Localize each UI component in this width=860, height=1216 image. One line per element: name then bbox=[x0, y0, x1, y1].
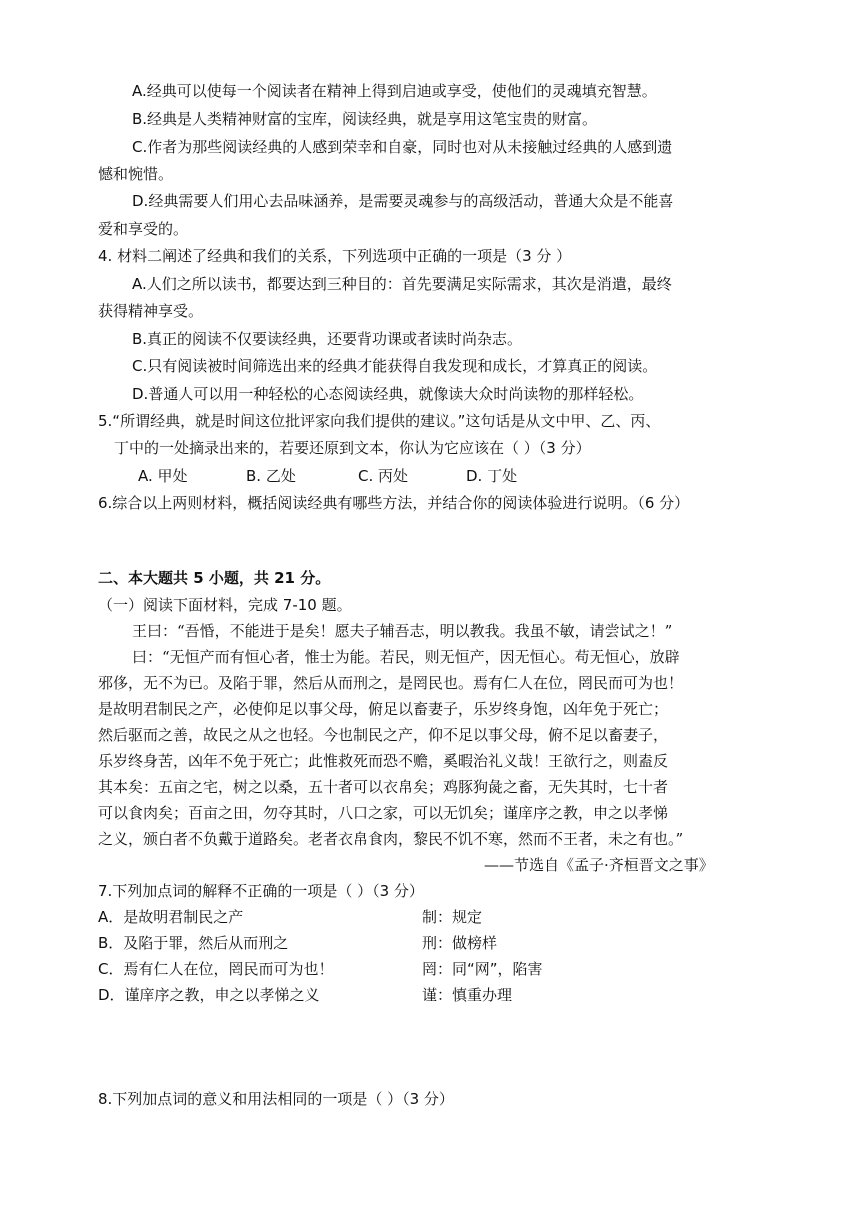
q7-option-a-gloss: 制：规定 bbox=[422, 908, 483, 926]
q4-option-d: D.普通人可以用一种轻松的心态阅读经典，就像读大众时尚读物的那样轻松。 bbox=[132, 385, 644, 403]
q7-option-c-gloss: 罔：同“网”，陷害 bbox=[422, 960, 543, 978]
q3-option-c-line1: C.作者为那些阅读经典的人感到荣幸和自豪，同时也对从未接触过经典的人感到遗 bbox=[132, 138, 673, 156]
passage-line: 是故明君制民之产，必使仰足以事父母，俯足以畜妻子，乐岁终身饱，凶年免于死亡； bbox=[98, 700, 669, 718]
q4-option-a-line1: A.人们之所以读书，都要达到三种目的：首先要满足实际需求，其次是消遣，最终 bbox=[132, 275, 672, 293]
q5-stem-line2: 丁中的一处摘录出来的，若要还原到文本，你认为它应该在（ ）（3 分） bbox=[114, 439, 591, 457]
q5-option-b: B. 乙处 bbox=[246, 467, 296, 485]
q3-option-b: B.经典是人类精神财富的宝库，阅读经典，就是享用这笔宝贵的财富。 bbox=[132, 110, 598, 128]
passage-line: 曰：“无恒产而有恒心者，惟士为能。若民，则无恒产，因无恒心。苟无恒心，放辟 bbox=[132, 648, 680, 666]
q6-stem: 6.综合以上两则材料，概括阅读经典有哪些方法，并结合你的阅读体验进行说明。（6 分） bbox=[98, 494, 690, 512]
q7-option-b-gloss: 刑：做榜样 bbox=[422, 934, 498, 952]
passage-line: 可以食肉矣；百亩之田，勿夺其时，八口之家，可以无饥矣；谨庠序之教，申之以孝悌 bbox=[98, 804, 669, 822]
q5-option-c: C. 丙处 bbox=[358, 467, 409, 485]
q4-option-a-line2: 获得精神享受。 bbox=[98, 302, 204, 320]
q3-option-d-line2: 爱和享受的。 bbox=[98, 220, 189, 238]
section-2-subtitle: （一）阅读下面材料，完成 7-10 题。 bbox=[98, 596, 352, 614]
passage-line: 乐岁终身苦，凶年不免于死亡；此惟救死而恐不赡，奚暇治礼义哉！王欲行之，则盍反 bbox=[98, 752, 669, 770]
q4-option-b: B.真正的阅读不仅要读经典，还要背功课或者读时尚杂志。 bbox=[132, 330, 523, 348]
q7-stem: 7.下列加点词的解释不正确的一项是（ ）（3 分） bbox=[98, 882, 424, 900]
passage-line: 王曰：“吾惛，不能进于是矣！愿夫子辅吾志，明以教我。我虽不敏，请尝试之！” bbox=[132, 622, 673, 640]
q3-option-a: A.经典可以使每一个阅读者在精神上得到启迪或享受，使他们的灵魂填充智慧。 bbox=[132, 82, 657, 100]
passage-source: ——节选自《孟子·齐桓晋文之事》 bbox=[484, 856, 714, 874]
passage-line: 其本矣：五亩之宅，树之以桑，五十者可以衣帛矣；鸡豚狗彘之畜，无失其时，七十者 bbox=[98, 778, 669, 796]
passage-line: 然后驱而之善，故民之从之也轻。今也制民之产，仰不足以事父母，俯不足以畜妻子， bbox=[98, 726, 669, 744]
q7-option-b: B．及陷于罪，然后从而刑之 bbox=[98, 934, 289, 952]
q3-option-c-line2: 憾和惋惜。 bbox=[98, 165, 174, 183]
q7-option-c: C．焉有仁人在位，罔民而可为也！ bbox=[98, 960, 334, 978]
passage-line: 邪侈，无不为已。及陷于罪，然后从而刑之，是罔民也。焉有仁人在位，罔民而可为也！ bbox=[98, 674, 684, 692]
section-2-title: 二、本大题共 5 小题，共 21 分。 bbox=[98, 569, 331, 587]
q7-option-d: D．谨庠序之教，申之以孝悌之义 bbox=[98, 986, 320, 1004]
q3-option-d-line1: D.经典需要人们用心去品味涵养，是需要灵魂参与的高级活动，普通大众是不能喜 bbox=[132, 192, 674, 210]
q5-option-a: A. 甲处 bbox=[138, 467, 188, 485]
q5-option-d: D. 丁处 bbox=[466, 467, 518, 485]
q7-option-a: A．是故明君制民之产 bbox=[98, 908, 244, 926]
q4-stem: 4. 材料二阐述了经典和我们的关系，下列选项中正确的一项是（3 分 ） bbox=[98, 247, 572, 265]
q4-option-c: C.只有阅读被时间筛选出来的经典才能获得自我发现和成长，才算真正的阅读。 bbox=[132, 357, 658, 375]
passage-line: 之义，颁白者不负戴于道路矣。老者衣帛食肉，黎民不饥不寒，然而不王者，未之有也。” bbox=[98, 830, 684, 848]
q8-stem: 8.下列加点词的意义和用法相同的一项是（ ）（3 分） bbox=[98, 1090, 454, 1108]
q5-stem-line1: 5.“所谓经典，就是时间这位批评家向我们提供的建议。”这句话是从文中甲、乙、丙、 bbox=[98, 412, 661, 430]
q7-option-d-gloss: 谨：慎重办理 bbox=[422, 986, 513, 1004]
